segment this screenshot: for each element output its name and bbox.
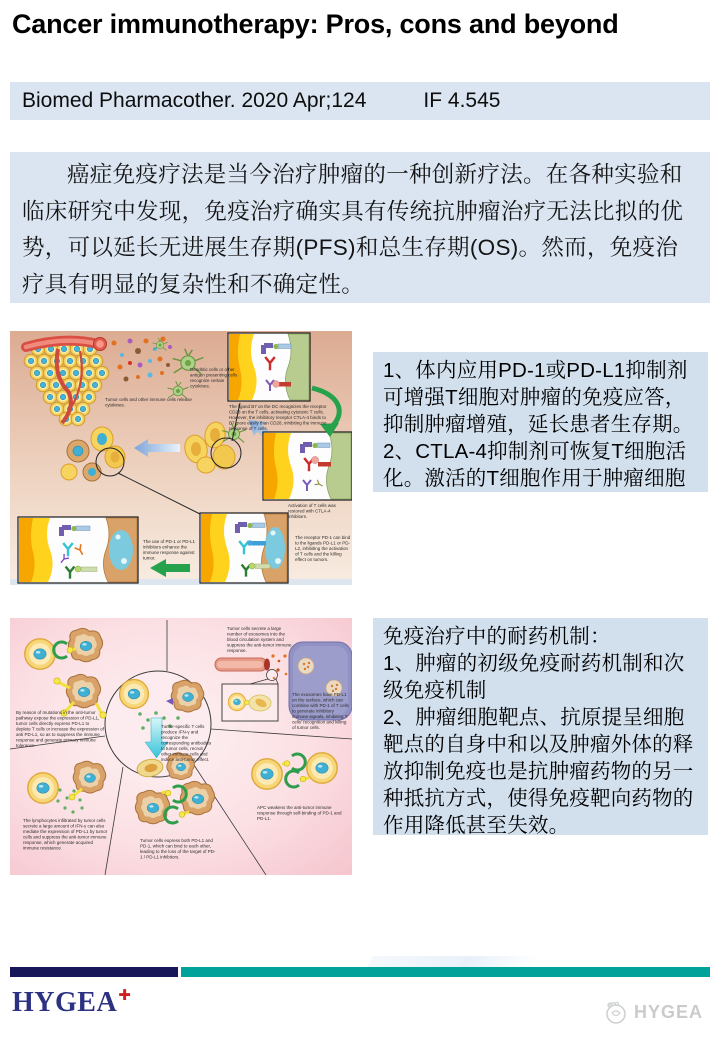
red-cross-icon: ✚ bbox=[118, 986, 132, 1004]
fig1-caption-dendritic: Dendritic cells or other antigen presenting cells recognize certain cytokines. bbox=[190, 367, 238, 389]
journal-citation: Biomed Pharmacother. 2020 Apr;124 bbox=[22, 89, 367, 112]
inset-ctla4-inhibitor bbox=[263, 432, 352, 500]
inset-pd1-inhibitor bbox=[18, 517, 138, 583]
abstract-box bbox=[10, 152, 710, 303]
fig2-caption-center-tcell: Tumor-specific T cells produce IFN-γ and recognize the corresponding antibodies to tumor cells, recruit other immune cells and induce anti-tumor effect. bbox=[161, 724, 212, 762]
footer-bar-navy bbox=[10, 967, 178, 977]
fig1-caption-tumor-release: Tumor cells and other immune cells release cytokines. bbox=[105, 397, 192, 408]
inset-pd1-binding bbox=[200, 513, 288, 583]
fig1-caption-pd1-bind: The receptor PD-1 can bind to the ligands PD-L1 or PD-L2, inhibiting the activation of T cells and the killing effect on tumors. bbox=[295, 535, 351, 562]
journal-bar bbox=[10, 82, 710, 120]
note1-line-2: 2、CTLA-4抑制剂可恢复T细胞活化。激活的T细胞作用于肿瘤细胞 bbox=[383, 440, 687, 490]
fig1-caption-ligand-b7: The ligand B7 on the DC recognizes the receptor CD28 on the T cells, activating cytotoxic T cells. However, the inhibitory receptor CTLA-4 binds to B7 more easily than CD28, inhibiting the immune response of T cells. bbox=[229, 404, 327, 431]
hygea-logo bbox=[12, 986, 131, 1019]
fig2-caption-self-binding-tumor: Tumor cells express both PD-L1 and PD-1, which can bind to each other, leading to the loss of the target of PD-1 / PD-L1 inhibitors. bbox=[140, 838, 216, 860]
watermark-text: HYGEA bbox=[634, 1001, 704, 1022]
inset-b7-cd28 bbox=[228, 333, 310, 401]
fig1-caption-pd1-inhibitors: The use of PD-1 or PD-L1 inhibitors enhance the immune response against tumor. bbox=[143, 539, 196, 561]
note-box-1 bbox=[373, 352, 708, 492]
abstract-text: 癌症免疫疗法是当今治疗肿瘤的一种创新疗法。在各种实验和临床研究中发现，免疫治疗确实具有传统抗肿瘤治疗无法比拟的优势，可以延长无进展生存期(PFS)和总生存期(OS)。然而，免疫治疗具有明显的复杂性和不确定性。 bbox=[22, 162, 684, 297]
watermark bbox=[601, 998, 703, 1026]
note2-line-3: 2、肿瘤细胞靶点、抗原提呈细胞靶点的自身中和以及肿瘤外体的释放抑制免疫也是抗肿瘤药物的另一种抵抗方式，使得免疫靶向药物的作用降低甚至失效。 bbox=[383, 706, 694, 837]
note1-line-1: 1、体内应用PD-1或PD-L1抑制剂可增强T细胞对肿瘤的免疫应答，抑制肿瘤增殖，延长患者生存期。 bbox=[383, 359, 694, 436]
hygea-logo-text: HYGEA bbox=[12, 987, 118, 1018]
note2-line-2: 1、肿瘤的初级免疫耐药机制和次级免疫机制 bbox=[383, 652, 685, 702]
figure2-resistance-mechanism bbox=[10, 618, 352, 875]
figure1-immunotherapy-mechanism bbox=[10, 331, 352, 585]
watermark-emblem-icon bbox=[601, 998, 629, 1026]
note-box-2 bbox=[373, 618, 708, 835]
fig2-caption-primary-tolerance: By reason of mutations in the anti-tumor pathway expose the expression of PD-L1, tumor cells directly express PD-L1 to deplete T cells or increase the expression of anti PD-L1, so as to suppress the immune response and generate primary immune tolerance. bbox=[16, 710, 104, 748]
fig2-caption-acquired-resistance: The lymphocytes infiltrated by tumor cells secrete a large amount of IFN-γ can also mediate the expression of PD-L1 by tumor cells and suppress the anti-tumor immune response, which generate acquired immune resistance. bbox=[23, 818, 108, 851]
footer-bar-teal bbox=[181, 967, 710, 977]
fig2-caption-exosome-secrete: Tumor cells secrete a large number of exosomes into the blood circulation system and suppress the anti-tumor immune response. bbox=[227, 626, 292, 653]
fig2-caption-apc-self-binding: APC weakens the anti-tumor immune response through self-binding of PD-1 and PD-L1. bbox=[257, 805, 342, 821]
footer-highlight-streak bbox=[367, 956, 538, 967]
fig2-caption-exosome-inset: The exosomes have PD-L1 on the surface, which can combine with PD-1 of T cells to generate inhibitory immune signals, inhibiting T cells' recognition and killing of tumor cells. bbox=[292, 692, 349, 730]
page-title: Cancer immunotherapy: Pros, cons and beyond bbox=[12, 9, 619, 39]
fig1-caption-ctla4-restored: Activation of T cells was restored with CTLA-4 inhibitors. bbox=[288, 503, 336, 519]
impact-factor: IF 4.545 bbox=[423, 89, 501, 112]
note2-line-1: 免疫治疗中的耐药机制： bbox=[383, 625, 611, 648]
